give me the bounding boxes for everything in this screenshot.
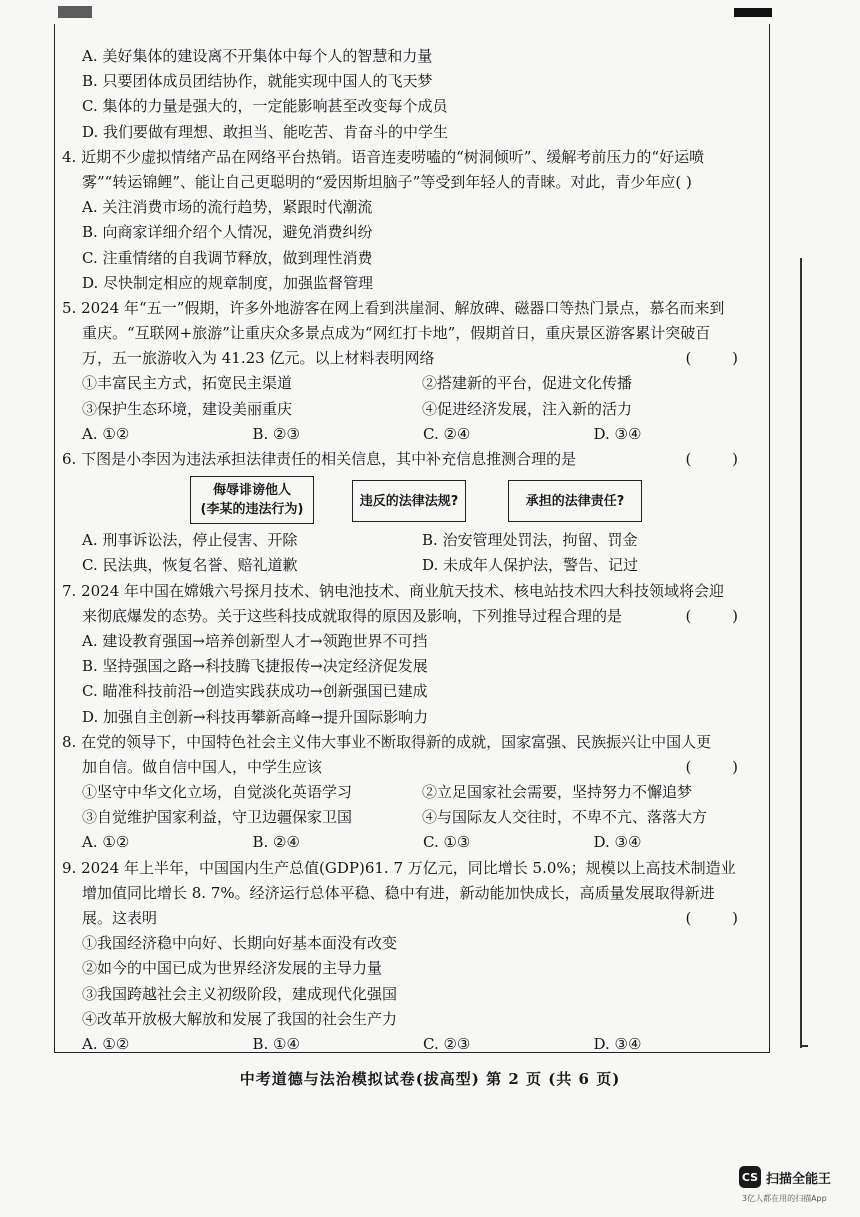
q5-item-4: ④促进经济发展，注入新的活力 [422, 399, 633, 418]
q8-items-row1 [62, 780, 764, 805]
q3-option-b: B. 只要团体成员团结协作，就能实现中国人的飞天梦 [82, 72, 433, 91]
q8-stem-line1: 8. 在党的领导下，中国特色社会主义伟大事业不断取得新的成就，国家富强、民族振兴让中国人更 [62, 732, 712, 751]
q8-items-row2 [62, 805, 764, 830]
q4-stem-line1: 4. 近期不少虚拟情绪产品在网络平台热销。语音连麦唠嗑的“树洞倾听”、缓解考前压力的“好运喷 [62, 147, 705, 166]
corner-mark [58, 6, 92, 18]
q9-stem-line2: 增加值同比增长 8. 7%。经济运行总体平稳、稳中有进，新动能加快成长，高质量发展取得新进 [82, 883, 715, 902]
q7-stem-text: 来彻底爆发的态势。关于这些科技成就取得的原因及影响，下列推导过程合理的是 [82, 606, 623, 625]
q5-items-row1 [62, 371, 764, 396]
q7-option-b: B. 坚持强国之路→科技腾飞捷报传→决定经济促发展 [82, 657, 428, 676]
q6-diagram [62, 472, 764, 528]
answer-parentheses: ( ) [685, 450, 756, 468]
q5-stem-line1: 5. 2024 年“五一”假期，许多外地游客在网上看到洪崖洞、解放碑、磁器口等热门景点，慕名而来到 [62, 298, 725, 317]
q7-option-a: A. 建设教育强国→培养创新型人才→领跑世界不可挡 [82, 631, 428, 650]
q3-option-a: A. 美好集体的建设离不开集体中每个人的智慧和力量 [82, 47, 433, 65]
q6-option-a: A. 刑事诉讼法，停止侵害、开除 [82, 531, 298, 550]
q9-choice-b: B. ①④ [252, 1034, 300, 1053]
q8-choices [62, 830, 764, 855]
q6-stem-text: 6. 下图是小李因为违法承担法律责任的相关信息，其中补充信息推测合理的是 [62, 450, 577, 468]
q5-choices [62, 422, 764, 447]
q9-choice-d: D. ③④ [593, 1034, 642, 1053]
page-footer: 中考道德与法治模拟试卷(拔高型) 第 2 页 (共 6 页) [239, 1070, 621, 1088]
q8-item-3: ③自觉维护国家利益，守卫边疆保家卫国 [82, 808, 353, 827]
camscanner-logo-icon: CS [739, 1166, 761, 1188]
q5-choice-c: C. ②④ [423, 424, 471, 443]
q8-stem-text: 加自信。做自信中国人，中学生应该 [82, 757, 323, 776]
q8-item-4: ④与国际友人交往时，不卑不亢、落落大方 [422, 808, 708, 827]
q6-stem [62, 447, 764, 472]
camscanner-name: 扫描全能王 [766, 1172, 832, 1187]
margin-tick [800, 1045, 808, 1047]
q4-option-c: C. 注重情绪的自我调节释放，做到理性消费 [82, 248, 373, 267]
q6-box-violated-law: 违反的法律法规? [352, 480, 466, 522]
q6-box-illegal-act [190, 476, 314, 524]
q9-item-1: ①我国经济稳中向好、长期向好基本面没有改变 [82, 934, 398, 953]
q6-box1-line2: (李某的违法行为) [200, 502, 304, 518]
q7-option-c: C. 瞄准科技前沿→创造实践获成功→创新强国已建成 [82, 682, 428, 701]
camscanner-tagline: 3亿人都在用的扫描App [742, 1194, 827, 1203]
q5-stem-line2: 重庆。“互联网+旅游”让重庆众多景点成为“网红打卡地”，假期首日，重庆景区游客累计突破百 [82, 324, 711, 343]
q5-item-1: ①丰富民主方式，拓宽民主渠道 [82, 374, 293, 393]
q6-option-c: C. 民法典，恢复名誉、赔礼道歉 [82, 556, 298, 575]
q9-stem-line1: 9. 2024 年上半年，中国国内生产总值(GDP)61. 7 万亿元，同比增长 5.0%；规模以上高技术制造业 [62, 858, 736, 877]
q7-option-d: D. 加强自主创新→科技再攀新高峰→提升国际影响力 [82, 707, 429, 726]
q6-option-b: B. 治安管理处罚法，拘留、罚金 [422, 531, 638, 550]
q5-item-3: ③保护生态环境，建设美丽重庆 [82, 399, 293, 418]
q6-options-row2 [62, 553, 764, 578]
answer-parentheses: ( ) [685, 909, 756, 927]
q4-option-b: B. 向商家详细介绍个人情况，避免消费纠纷 [82, 223, 373, 242]
q9-item-3: ③我国跨越社会主义初级阶段，建成现代化强国 [82, 984, 398, 1003]
q8-choice-c: C. ①③ [423, 833, 471, 852]
q5-choice-a: A. ①② [82, 424, 130, 443]
q5-stem-line3 [62, 346, 764, 371]
q7-stem-line1: 7. 2024 年中国在嫦娥六号探月技术、钠电池技术、商业航天技术、核电站技术四大科技领域将会迎 [62, 581, 725, 600]
q9-stem-line3 [62, 906, 764, 931]
q3-option-d: D. 我们要做有理想、敢担当、能吃苦、肯奋斗的中学生 [82, 122, 449, 141]
q8-stem-line2 [62, 755, 764, 780]
registration-bar [734, 8, 772, 17]
q5-choice-b: B. ②③ [252, 424, 300, 443]
q6-option-d: D. 未成年人保护法，警告、记过 [422, 556, 639, 575]
q6-box1-line1: 侮辱诽谤他人 [212, 483, 291, 499]
answer-parentheses: ( ) [685, 757, 756, 776]
q9-item-2: ②如今的中国已成为世界经济发展的主导力量 [82, 959, 383, 978]
exam-content [62, 44, 764, 1057]
q9-item-4: ④改革开放极大解放和发展了我国的社会生产力 [82, 1009, 398, 1028]
q9-choices [62, 1032, 764, 1057]
q6-options-row1 [62, 528, 764, 553]
q6-box-legal-liability: 承担的法律责任? [508, 480, 642, 522]
q8-choice-a: A. ①② [82, 833, 130, 852]
q9-stem-text: 展。这表明 [82, 909, 158, 927]
q8-item-2: ②立足国家社会需要，坚持努力不懈追梦 [422, 783, 693, 802]
q5-items-row2 [62, 397, 764, 422]
answer-parentheses: ( ) [685, 606, 756, 625]
q5-choice-d: D. ③④ [593, 424, 642, 443]
margin-line [800, 258, 802, 1048]
q4-option-d: D. 尽快制定相应的规章制度，加强监督管理 [82, 273, 374, 292]
q5-stem-text: 万，五一旅游收入为 41.23 亿元。以上材料表明网络 [82, 349, 435, 368]
q8-item-1: ①坚守中华文化立场，自觉淡化英语学习 [82, 783, 353, 802]
answer-parentheses: ( ) [685, 349, 756, 368]
q4-stem-line2: 雾”“转运锦鲤”、能让自己更聪明的“爱因斯坦脑子”等受到年轻人的青睐。对此，青少年应( ) [82, 172, 692, 191]
q4-option-a: A. 关注消费市场的流行趋势，紧跟时代潮流 [82, 198, 373, 217]
q9-choice-c: C. ②③ [423, 1034, 471, 1053]
q8-choice-b: B. ②④ [252, 833, 300, 852]
q9-choice-a: A. ①② [82, 1034, 130, 1053]
q5-item-2: ②搭建新的平台，促进文化传播 [422, 374, 633, 393]
q7-stem-line2 [62, 604, 764, 629]
q3-option-c: C. 集体的力量是强大的，一定能影响甚至改变每个成员 [82, 97, 448, 116]
q8-choice-d: D. ③④ [593, 833, 642, 852]
